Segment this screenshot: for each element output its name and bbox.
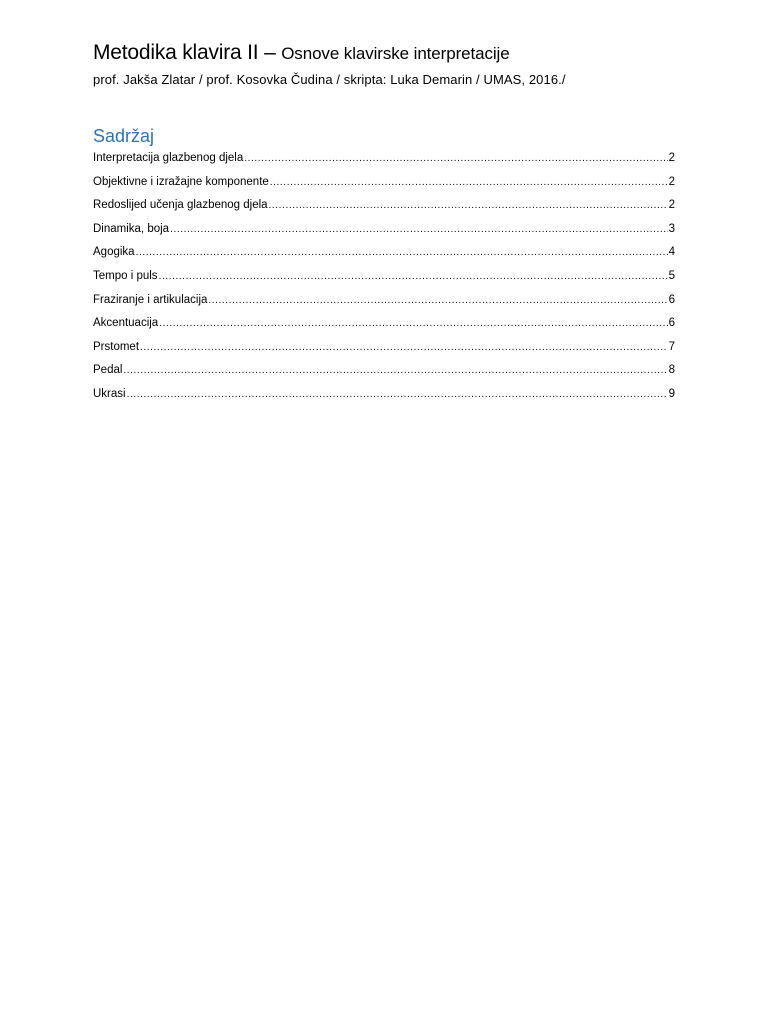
toc-leader (123, 359, 667, 383)
toc-entry-title: Ukrasi (93, 387, 126, 400)
document-title (93, 38, 675, 70)
toc-entry-page: 2 (668, 199, 675, 212)
toc-heading: Sadržaj (93, 126, 155, 146)
toc-leader (269, 194, 668, 218)
toc-entry-page: 7 (668, 340, 675, 353)
toc-leader (270, 171, 668, 195)
toc-entry-page: 3 (668, 222, 675, 235)
toc-entry-title: Akcentuacija (93, 317, 159, 330)
toc-entry-page: 8 (668, 364, 675, 377)
toc-entry[interactable] (93, 147, 675, 171)
authors-line: prof. Jakša Zlatar / prof. Kosovka Čudina / skripta: Luka Demarin / UMAS, 2016./ (93, 72, 566, 87)
toc-leader (244, 147, 667, 171)
toc-entry-page: 2 (668, 175, 675, 188)
toc-entry-title: Tempo i puls (93, 269, 158, 282)
toc-entry[interactable] (93, 194, 675, 218)
toc-entry[interactable] (93, 265, 675, 289)
title-subtitle: Osnove klavirske interpretacije (281, 44, 510, 63)
toc-entry-page: 4 (668, 246, 675, 259)
toc-entry[interactable] (93, 359, 675, 383)
toc-entry[interactable] (93, 383, 675, 407)
toc-entry-title: Redoslijed učenja glazbenog djela (93, 199, 268, 212)
toc-entry-page: 9 (668, 387, 675, 400)
toc-entry-title: Interpretacija glazbenog djela (93, 152, 244, 164)
toc-entry-page: 2 (668, 152, 675, 164)
toc-entry-page: 5 (668, 269, 675, 282)
toc-leader (170, 218, 668, 242)
toc-entry-title: Fraziranje i artikulacija (93, 293, 208, 306)
toc-leader (136, 241, 668, 265)
toc-entry-title: Prstomet (93, 340, 140, 353)
toc-entry[interactable] (93, 241, 675, 265)
toc-entry-title: Objektivne i izražajne komponente (93, 175, 269, 188)
document-page (93, 38, 675, 407)
toc-entry[interactable] (93, 218, 675, 242)
toc-entry[interactable] (93, 312, 675, 336)
toc-leader (159, 312, 667, 336)
toc-entry[interactable] (93, 171, 675, 195)
toc-entry[interactable] (93, 336, 675, 360)
toc-entry-title: Pedal (93, 364, 123, 377)
toc-leader (140, 336, 668, 360)
toc-leader (159, 265, 668, 289)
toc-leader (127, 383, 668, 407)
toc-entry-title: Dinamika, boja (93, 222, 170, 235)
toc-entry-page: 6 (668, 293, 675, 306)
table-of-contents (93, 147, 675, 407)
title-main: Metodika klavira II – (93, 41, 282, 64)
toc-entry[interactable] (93, 289, 675, 313)
toc-leader (208, 289, 667, 313)
toc-entry-title: Agogika (93, 246, 135, 259)
toc-entry-page: 6 (668, 317, 675, 330)
